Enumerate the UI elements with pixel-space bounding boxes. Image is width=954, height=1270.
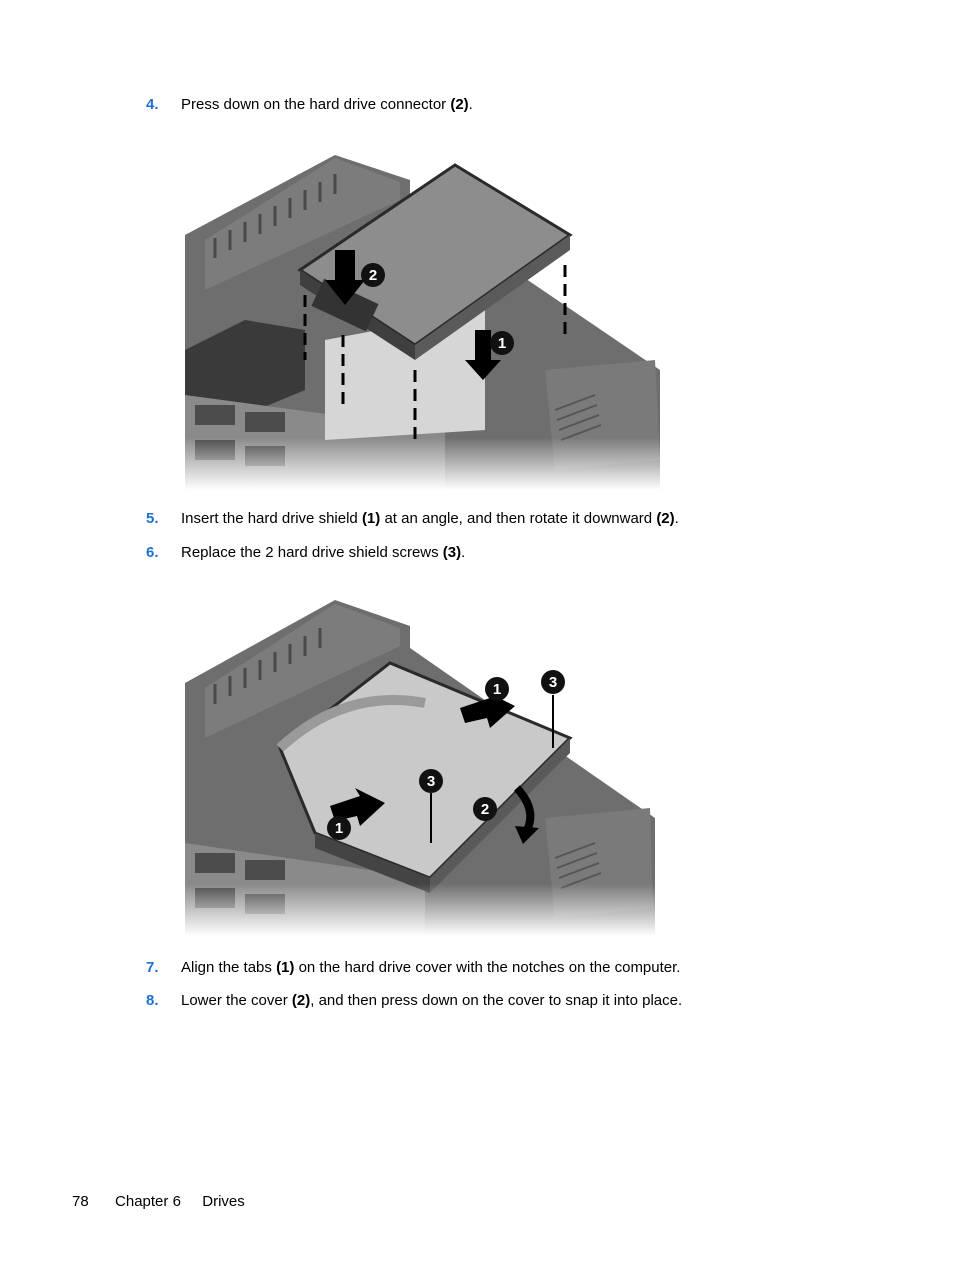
step-7 [146, 957, 846, 979]
step-text: Align the tabs (1) on the hard drive cover with the notches on the computer. [181, 959, 681, 976]
step-number: 5. [146, 510, 159, 527]
step-text: Lower the cover (2), and then press down on the cover to snap it into place. [181, 992, 683, 1009]
page-footer [72, 1191, 245, 1213]
step-number: 7. [146, 959, 159, 976]
hard-drive-shield-illustration [185, 588, 665, 936]
step-4 [146, 94, 846, 116]
step-number: 4. [146, 96, 159, 113]
step-6 [146, 542, 846, 564]
step-8 [146, 990, 846, 1012]
step-number: 6. [146, 544, 159, 561]
step-text: Insert the hard drive shield (1) at an angle, and then rotate it downward (2). [181, 510, 679, 527]
step-text: Replace the 2 hard drive shield screws (3). [181, 544, 466, 561]
footer-chapter: Chapter 6 [115, 1193, 181, 1210]
step-text: Press down on the hard drive connector (2). [181, 96, 473, 113]
hard-drive-connector-illustration [185, 140, 665, 490]
step-5 [146, 508, 846, 530]
step-number: 8. [146, 992, 159, 1009]
footer-section: Drives [202, 1193, 245, 1210]
page-number: 78 [72, 1193, 89, 1210]
